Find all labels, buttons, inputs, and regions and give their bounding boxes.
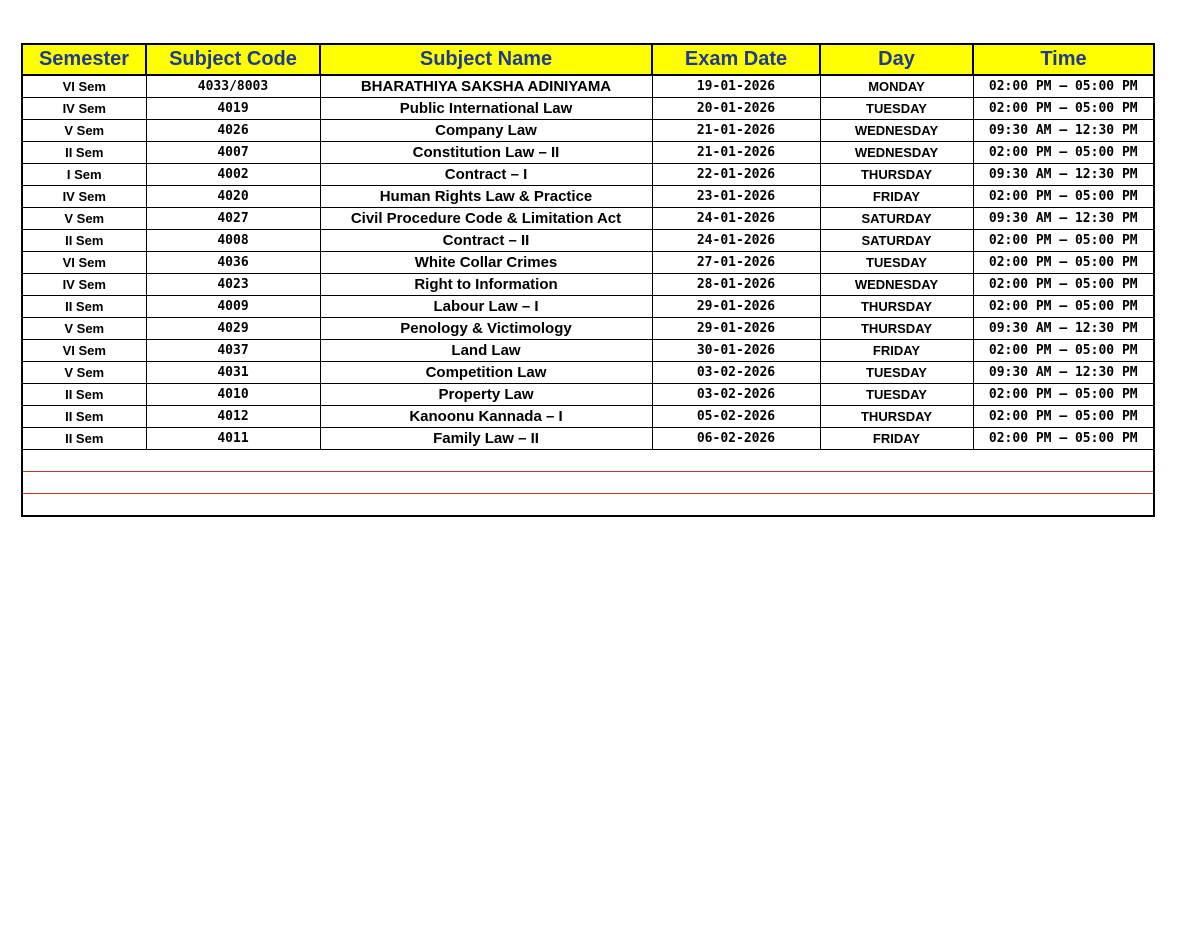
table-row [22,120,1154,142]
day-cell: FRIDAY [820,186,973,208]
semester-cell: IV Sem [22,186,146,208]
exam-date-cell: 28-01-2026 [652,274,820,296]
table-row [22,186,1154,208]
day-cell: THURSDAY [820,296,973,318]
time-cell: 02:00 PM – 05:00 PM [973,406,1154,428]
subject-name-cell: Penology & Victimology [320,318,652,340]
semester-cell: V Sem [22,318,146,340]
empty-cell [22,472,146,494]
exam-date-cell: 03-02-2026 [652,384,820,406]
table-header [22,44,1154,75]
day-cell: SATURDAY [820,230,973,252]
subject-name-cell: Constitution Law – II [320,142,652,164]
header-time: Time [973,44,1154,75]
empty-cell [973,450,1154,472]
day-cell: MONDAY [820,75,973,98]
time-cell: 02:00 PM – 05:00 PM [973,384,1154,406]
table-row [22,208,1154,230]
subject-name-cell: Kanoonu Kannada – I [320,406,652,428]
subject-code-cell: 4037 [146,340,320,362]
empty-cell [652,494,820,517]
exam-date-cell: 19-01-2026 [652,75,820,98]
subject-code-cell: 4023 [146,274,320,296]
time-cell: 02:00 PM – 05:00 PM [973,252,1154,274]
exam-date-cell: 24-01-2026 [652,208,820,230]
subject-code-cell: 4033/8003 [146,75,320,98]
subject-code-cell: 4009 [146,296,320,318]
subject-code-cell: 4019 [146,98,320,120]
semester-cell: II Sem [22,384,146,406]
time-cell: 09:30 AM – 12:30 PM [973,164,1154,186]
day-cell: TUESDAY [820,384,973,406]
time-cell: 02:00 PM – 05:00 PM [973,142,1154,164]
time-cell: 02:00 PM – 05:00 PM [973,230,1154,252]
time-cell: 02:00 PM – 05:00 PM [973,98,1154,120]
table-row [22,406,1154,428]
exam-date-cell: 30-01-2026 [652,340,820,362]
header-row [22,44,1154,75]
table-row [22,274,1154,296]
header-exam-date: Exam Date [652,44,820,75]
exam-date-cell: 24-01-2026 [652,230,820,252]
exam-date-cell: 22-01-2026 [652,164,820,186]
table-row [22,164,1154,186]
subject-code-cell: 4031 [146,362,320,384]
empty-cell [652,472,820,494]
table-row [22,142,1154,164]
table-row [22,340,1154,362]
semester-cell: II Sem [22,142,146,164]
subject-name-cell: BHARATHIYA SAKSHA ADINIYAMA [320,75,652,98]
semester-cell: VI Sem [22,252,146,274]
day-cell: THURSDAY [820,164,973,186]
day-cell: WEDNESDAY [820,274,973,296]
time-cell: 09:30 AM – 12:30 PM [973,208,1154,230]
subject-name-cell: Family Law – II [320,428,652,450]
table-row [22,296,1154,318]
subject-code-cell: 4007 [146,142,320,164]
exam-date-cell: 29-01-2026 [652,296,820,318]
header-subject-code: Subject Code [146,44,320,75]
day-cell: TUESDAY [820,252,973,274]
day-cell: TUESDAY [820,98,973,120]
header-semester: Semester [22,44,146,75]
day-cell: WEDNESDAY [820,120,973,142]
semester-cell: V Sem [22,120,146,142]
empty-cell [973,494,1154,517]
time-cell: 02:00 PM – 05:00 PM [973,274,1154,296]
subject-name-cell: Company Law [320,120,652,142]
empty-cell [146,494,320,517]
empty-cell [973,472,1154,494]
subject-name-cell: Contract – II [320,230,652,252]
exam-date-cell: 29-01-2026 [652,318,820,340]
empty-cell [320,450,652,472]
exam-date-cell: 05-02-2026 [652,406,820,428]
subject-name-cell: Human Rights Law & Practice [320,186,652,208]
table-row [22,75,1154,98]
empty-cell [22,450,146,472]
day-cell: SATURDAY [820,208,973,230]
time-cell: 02:00 PM – 05:00 PM [973,340,1154,362]
subject-name-cell: Land Law [320,340,652,362]
table-row [22,384,1154,406]
subject-name-cell: Right to Information [320,274,652,296]
subject-code-cell: 4027 [146,208,320,230]
empty-cell [652,450,820,472]
table-row [22,428,1154,450]
exam-date-cell: 21-01-2026 [652,120,820,142]
time-cell: 02:00 PM – 05:00 PM [973,186,1154,208]
subject-code-cell: 4008 [146,230,320,252]
time-cell: 09:30 AM – 12:30 PM [973,120,1154,142]
semester-cell: II Sem [22,230,146,252]
subject-code-cell: 4029 [146,318,320,340]
day-cell: FRIDAY [820,428,973,450]
empty-cell [146,472,320,494]
exam-date-cell: 21-01-2026 [652,142,820,164]
semester-cell: VI Sem [22,340,146,362]
semester-cell: II Sem [22,406,146,428]
subject-code-cell: 4012 [146,406,320,428]
time-cell: 09:30 AM – 12:30 PM [973,362,1154,384]
empty-row [22,494,1154,517]
exam-date-cell: 20-01-2026 [652,98,820,120]
subject-name-cell: Contract – I [320,164,652,186]
day-cell: TUESDAY [820,362,973,384]
empty-cell [146,450,320,472]
table-row [22,98,1154,120]
semester-cell: VI Sem [22,75,146,98]
subject-name-cell: Public International Law [320,98,652,120]
day-cell: THURSDAY [820,406,973,428]
day-cell: FRIDAY [820,340,973,362]
subject-code-cell: 4020 [146,186,320,208]
table-row [22,318,1154,340]
time-cell: 09:30 AM – 12:30 PM [973,318,1154,340]
empty-cell [820,472,973,494]
empty-cell [320,472,652,494]
exam-timetable [21,43,1155,517]
subject-code-cell: 4002 [146,164,320,186]
table-row [22,230,1154,252]
empty-row [22,450,1154,472]
subject-name-cell: Labour Law – I [320,296,652,318]
subject-name-cell: Civil Procedure Code & Limitation Act [320,208,652,230]
empty-cell [320,494,652,517]
semester-cell: I Sem [22,164,146,186]
subject-name-cell: White Collar Crimes [320,252,652,274]
day-cell: WEDNESDAY [820,142,973,164]
time-cell: 02:00 PM – 05:00 PM [973,428,1154,450]
semester-cell: IV Sem [22,98,146,120]
exam-date-cell: 27-01-2026 [652,252,820,274]
semester-cell: II Sem [22,428,146,450]
table-row [22,362,1154,384]
empty-row [22,472,1154,494]
subject-code-cell: 4026 [146,120,320,142]
header-subject-name: Subject Name [320,44,652,75]
semester-cell: V Sem [22,362,146,384]
subject-code-cell: 4010 [146,384,320,406]
subject-code-cell: 4036 [146,252,320,274]
subject-code-cell: 4011 [146,428,320,450]
day-cell: THURSDAY [820,318,973,340]
time-cell: 02:00 PM – 05:00 PM [973,296,1154,318]
empty-cell [820,450,973,472]
semester-cell: V Sem [22,208,146,230]
empty-cell [820,494,973,517]
semester-cell: II Sem [22,296,146,318]
semester-cell: IV Sem [22,274,146,296]
time-cell: 02:00 PM – 05:00 PM [973,75,1154,98]
exam-date-cell: 23-01-2026 [652,186,820,208]
table-body [22,75,1154,516]
exam-date-cell: 03-02-2026 [652,362,820,384]
empty-cell [22,494,146,517]
header-day: Day [820,44,973,75]
table-row [22,252,1154,274]
subject-name-cell: Competition Law [320,362,652,384]
exam-date-cell: 06-02-2026 [652,428,820,450]
subject-name-cell: Property Law [320,384,652,406]
